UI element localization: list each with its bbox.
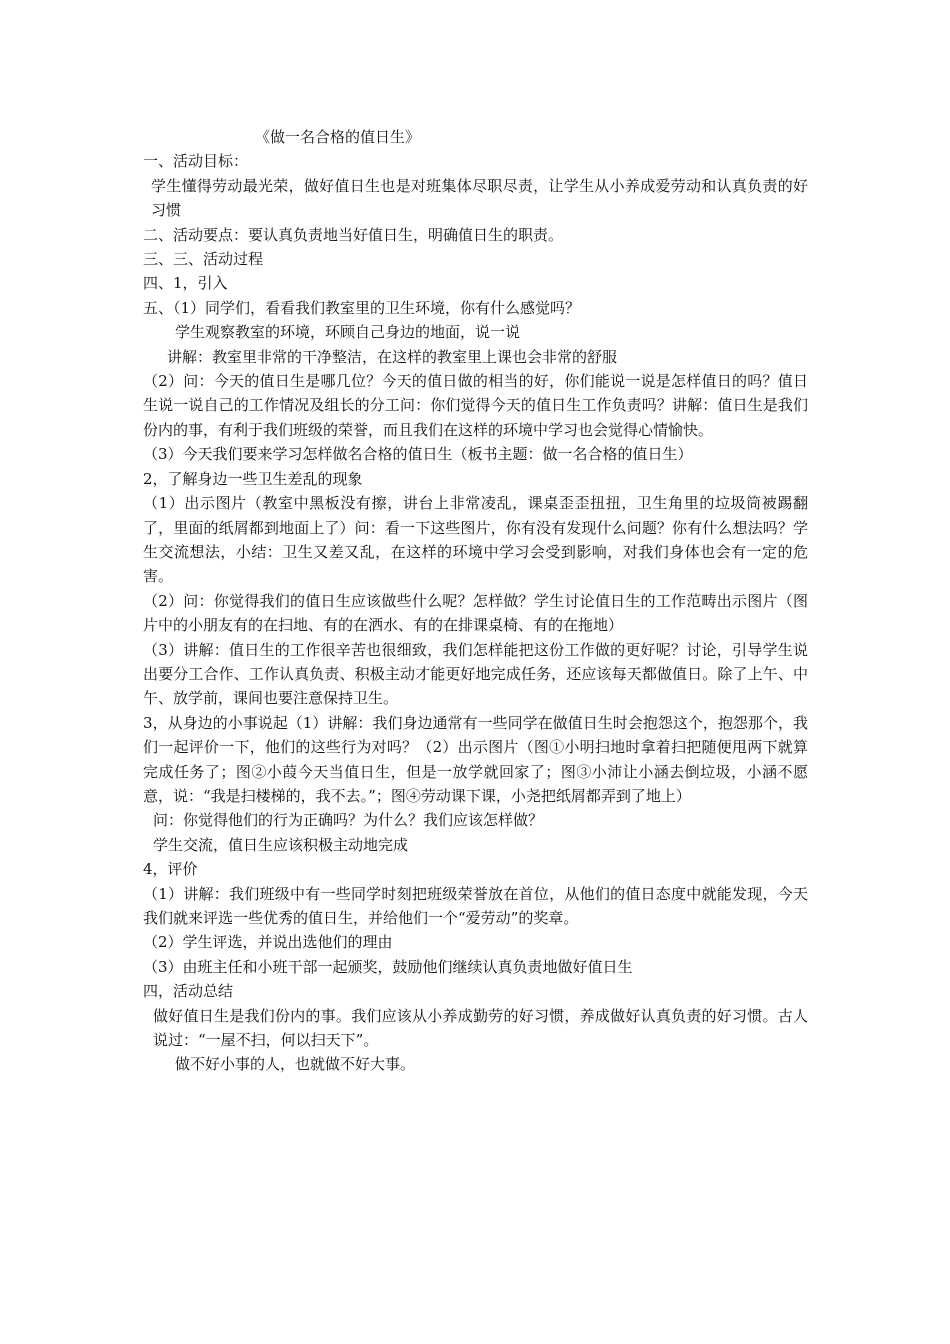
section-heading-summary: 四，活动总结 xyxy=(143,982,234,1001)
paragraph-evaluate-explain: （1）讲解：我们班级中有一些同学时刻把班级荣誉放在首位，从他们的值日态度中就能发现，今天我们就来评选一些优秀的值日生，并给他们一个“爱劳动”的奖章。 xyxy=(143,884,808,927)
paragraph-small-things: 3，从身边的小事说起（1）讲解：我们身边通常有一些同学在做值日生时会抱怨这个，抱怨那个，我们一起评价一下，他们的这些行为对吗？（2）出示图片（图①小明扫地时拿着扫把随便甩两下就算完成任务了；图②小葭今天当值日生，但是一放学就回家了；图③小沛让小涵去倒垃圾，小涵不愿意，说：“我是扫楼梯的，我不去。”；图④劳动课下课，小尧把纸屑都弄到了地上） xyxy=(143,713,808,805)
paragraph-show-pictures: （1）出示图片（教室中黑板没有擦，讲台上非常凌乱，课桌歪歪扭扭，卫生角里的垃圾筒被踢翻了，里面的纸屑都到地面上了）问：看一下这些图片，你有没有发现什么问题？你有什么想法吗？学生交流想法，小结：卫生又差又乱，在这样的环境中学习会受到影响，对我们身体也会有一定的危害。 xyxy=(143,494,808,586)
paragraph-right-or-wrong: 问：你觉得他们的行为正确吗？为什么？我们应该怎样做？ xyxy=(153,811,544,830)
paragraph-goals: 学生懂得劳动最光荣，做好值日生也是对班集体尽职尽责，让学生从小养成爱劳动和认真负责的好习惯 xyxy=(151,176,808,220)
section-heading-goals: 一、活动目标： xyxy=(143,152,249,171)
document-body xyxy=(143,125,808,1077)
paragraph-today-topic: （3）今天我们要来学习怎样做名合格的值日生（板书主题：做一名合格的值日生） xyxy=(143,445,693,464)
section-heading-process: 三、三、活动过程 xyxy=(143,250,264,269)
paragraph-what-to-do: （2）问：你觉得我们的值日生应该做些什么呢？怎样做？学生讨论值日生的工作范畴出示图片（图片中的小朋友有的在扫地、有的在洒水、有的在排课桌椅、有的在拖地） xyxy=(143,591,808,635)
paragraph-closing: 做不好小事的人，也就做不好大事。 xyxy=(175,1055,416,1074)
paragraph-intro-question: 五、（1）同学们，看看我们教室里的卫生环境，你有什么感觉吗？ xyxy=(143,298,581,317)
section-heading-intro: 四、1，引入 xyxy=(143,274,228,293)
paragraph-observe: 学生观察教室的环境，环顾自己身边的地面，说一说 xyxy=(175,323,521,342)
document-title: 《做一名合格的值日生》 xyxy=(255,128,421,146)
paragraph-summary: 做好值日生是我们份内的事。我们应该从小养成勤劳的好习惯，养成做好认真负责的好习惯。古人说过：“一屋不扫，何以扫天下”。 xyxy=(153,1006,808,1050)
section-heading-messy: 2，了解身边一些卫生差乱的现象 xyxy=(143,469,363,488)
paragraph-explain-clean: 讲解：教室里非常的干净整洁，在这样的教室里上课也会非常的舒服 xyxy=(167,347,618,366)
paragraph-award: （3）由班主任和小班干部一起颁奖，鼓励他们继续认真负责地做好值日生 xyxy=(143,957,633,976)
section-heading-evaluate: 4，评价 xyxy=(143,860,198,879)
paragraph-ask-duty: （2）问：今天的值日生是哪几位？今天的值日做的相当的好，你们能说一说是怎样值日的吗？值日生说一说自己的工作情况及组长的分工问：你们觉得今天的值日生工作负责吗？讲解：值日生是我们份内的事，有利于我们班级的荣誉，而且我们在这样的环境中学习也会觉得心情愉快。 xyxy=(143,372,808,439)
section-heading-key-points: 二、活动要点：要认真负责地当好值日生，明确值日生的职责。 xyxy=(143,225,564,244)
paragraph-student-select: （2）学生评选，并说出选他们的理由 xyxy=(143,933,393,952)
paragraph-explain-teamwork: （3）讲解：值日生的工作很辛苦也很细致，我们怎样能把这份工作做的更好呢？讨论，引导学生说出要分工合作、工作认真负责、积极主动才能更好地完成任务，还应该每天都做值日。除了上午、中午、放学前，课间也要注意保持卫生。 xyxy=(143,640,808,708)
paragraph-student-exchange: 学生交流，值日生应该积极主动地完成 xyxy=(153,835,409,854)
